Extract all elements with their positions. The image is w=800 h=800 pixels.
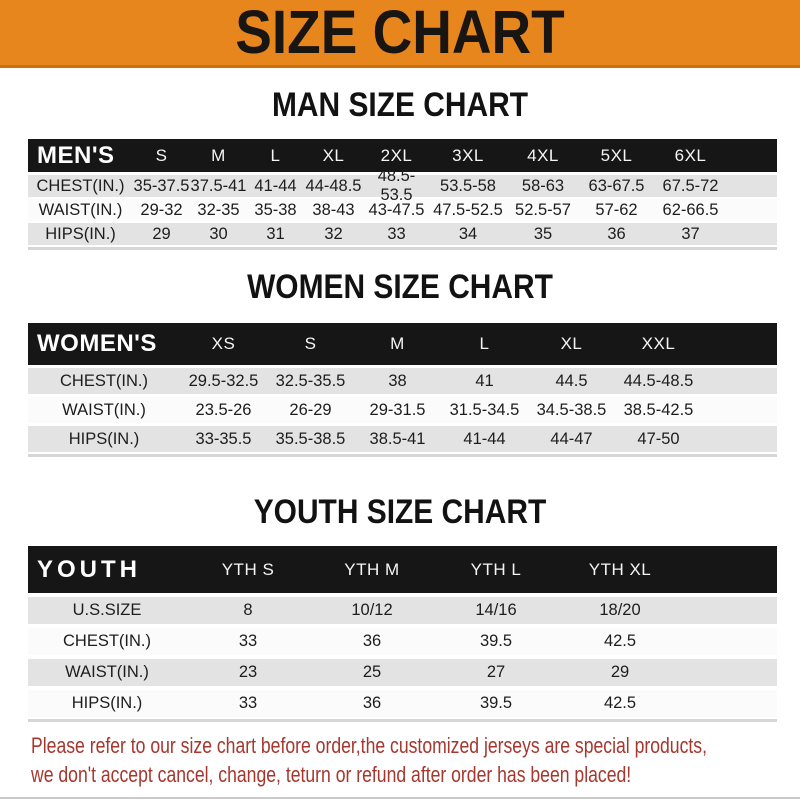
cell-value: 29 (152, 224, 171, 243)
cell-value: 47-50 (637, 429, 680, 448)
youth-table-label: YOUTH (37, 555, 141, 583)
cell-value: 44.5 (555, 371, 588, 390)
cell-value: 63-67.5 (588, 176, 645, 195)
cell-value: 33-35.5 (195, 429, 252, 448)
cell-value: 35.5-38.5 (275, 429, 346, 448)
women-col-header: XXL (641, 334, 676, 353)
women-col-header: M (390, 334, 405, 353)
cell-value: 23 (238, 663, 258, 681)
cell-value: 41-44 (463, 429, 506, 448)
men-hips-row (28, 223, 777, 245)
cell-value: 33 (387, 224, 406, 243)
cell-value: 48.5-53.5 (377, 167, 416, 204)
cell-value: 32 (324, 224, 343, 243)
youth-col-header: YTH L (470, 559, 522, 579)
men-table-label: MEN'S (37, 141, 115, 169)
cell-value: 37 (681, 224, 700, 243)
cell-value: 33 (238, 694, 258, 712)
men-col-header: S (155, 145, 168, 165)
women-col-header: XL (560, 334, 583, 353)
cell-value: 44-48.5 (305, 176, 362, 195)
cell-value: 57-62 (595, 200, 638, 219)
cell-value: 14/16 (475, 601, 517, 619)
cell-value: 25 (362, 663, 382, 681)
cell-value: 18/20 (599, 601, 641, 619)
cell-value: 33 (238, 632, 258, 650)
cell-value: 41-44 (254, 176, 297, 195)
cell-value: 39.5 (479, 694, 513, 712)
bottom-divider (0, 797, 800, 799)
cell-value: 42.5 (603, 632, 637, 650)
cell-value: 52.5-57 (515, 200, 571, 219)
men-chest-row (28, 167, 777, 204)
cell-value: 29.5-32.5 (188, 371, 259, 390)
men-section-heading: MAN SIZE CHART (272, 86, 528, 124)
youth-col-header: YTH M (344, 559, 400, 579)
row-label: CHEST(IN.) (36, 176, 125, 195)
cell-value: 8 (243, 601, 253, 619)
cell-value: 37.5-41 (190, 176, 247, 195)
cell-value: 31 (266, 224, 285, 243)
cell-value: 44.5-48.5 (623, 371, 694, 390)
cell-value: 30 (209, 224, 228, 243)
men-col-header: 2XL (380, 145, 413, 165)
youth-table-header-row (28, 546, 777, 593)
cell-value: 36 (362, 632, 382, 650)
banner (0, 0, 800, 68)
women-col-header: S (304, 334, 317, 353)
women-hips-row (28, 426, 777, 452)
disclaimer-line-1: Please refer to our size chart before order,the customized jerseys are special products, (31, 733, 707, 758)
disclaimer-note (31, 731, 800, 789)
cell-value: 36 (607, 224, 626, 243)
cell-value: 10/12 (351, 601, 393, 619)
row-label: WAIST(IN.) (62, 400, 146, 419)
women-size-table (28, 323, 777, 457)
cell-value: 29-32 (140, 200, 183, 219)
men-col-header: 5XL (600, 145, 633, 165)
cell-value: 29-31.5 (369, 400, 426, 419)
cell-value: 62-66.5 (662, 200, 719, 219)
row-label: U.S.SIZE (72, 601, 142, 619)
youth-hips-row (28, 690, 777, 717)
youth-size-table (28, 546, 777, 722)
cell-value: 44-47 (550, 429, 593, 448)
cell-value: 42.5 (603, 694, 637, 712)
disclaimer-line-2: we don't accept cancel, change, teturn or refund after order has been placed! (31, 762, 632, 787)
men-col-header: M (211, 145, 226, 165)
cell-value: 35-37.5 (133, 176, 190, 195)
cell-value: 39.5 (479, 632, 513, 650)
women-table-header-row (28, 323, 777, 365)
cell-value: 36 (362, 694, 382, 712)
cell-value: 35 (533, 224, 553, 243)
men-col-header: 4XL (527, 145, 559, 165)
cell-value: 32.5-35.5 (275, 371, 346, 390)
youth-ussize-row (28, 597, 777, 624)
cell-value: 31.5-34.5 (449, 400, 520, 419)
youth-section-heading: YOUTH SIZE CHART (253, 493, 547, 531)
cell-value: 43-47.5 (368, 200, 425, 219)
cell-value: 38.5-41 (369, 429, 426, 448)
cell-value: 29 (610, 663, 630, 681)
men-col-header: L (270, 145, 281, 165)
women-col-header: L (479, 334, 490, 353)
women-table-label: WOMEN'S (37, 330, 157, 357)
cell-value: 34 (458, 224, 478, 243)
youth-col-header: YTH S (221, 559, 275, 579)
men-col-header: 6XL (674, 145, 707, 165)
men-size-table (28, 139, 777, 250)
row-label: HIPS(IN.) (68, 429, 140, 448)
cell-value: 67.5-72 (662, 176, 719, 195)
youth-chest-row (28, 628, 777, 655)
cell-value: 23.5-26 (195, 400, 252, 419)
men-waist-row (28, 199, 777, 221)
cell-value: 58-63 (521, 176, 565, 195)
youth-waist-row (28, 659, 777, 686)
cell-value: 32-35 (197, 200, 240, 219)
cell-value: 35-38 (254, 200, 297, 219)
youth-col-header: YTH XL (588, 559, 652, 579)
cell-value: 38.5-42.5 (623, 400, 694, 419)
row-label: CHEST(IN.) (60, 371, 148, 390)
table-bottom-strip (28, 454, 777, 457)
men-col-header: 3XL (452, 145, 484, 165)
cell-value: 34.5-38.5 (536, 400, 607, 419)
table-bottom-strip (28, 719, 777, 722)
women-col-header: XS (211, 334, 236, 353)
women-waist-row (28, 397, 777, 423)
row-label: WAIST(IN.) (38, 200, 123, 219)
banner-title: SIZE CHART (235, 0, 565, 66)
row-label: HIPS(IN.) (45, 224, 116, 243)
women-section-heading: WOMEN SIZE CHART (247, 268, 553, 306)
cell-value: 47.5-52.5 (433, 200, 503, 219)
table-bottom-strip (28, 247, 777, 250)
women-chest-row (28, 368, 777, 394)
row-label: HIPS(IN.) (71, 694, 143, 712)
cell-value: 53.5-58 (440, 176, 496, 195)
cell-value: 41 (475, 371, 494, 390)
row-label: CHEST(IN.) (63, 632, 151, 650)
men-col-header: XL (322, 145, 345, 165)
cell-value: 26-29 (289, 400, 332, 419)
cell-value: 38 (388, 371, 407, 390)
cell-value: 27 (486, 663, 506, 681)
row-label: WAIST(IN.) (65, 663, 149, 681)
cell-value: 38-43 (312, 200, 355, 219)
